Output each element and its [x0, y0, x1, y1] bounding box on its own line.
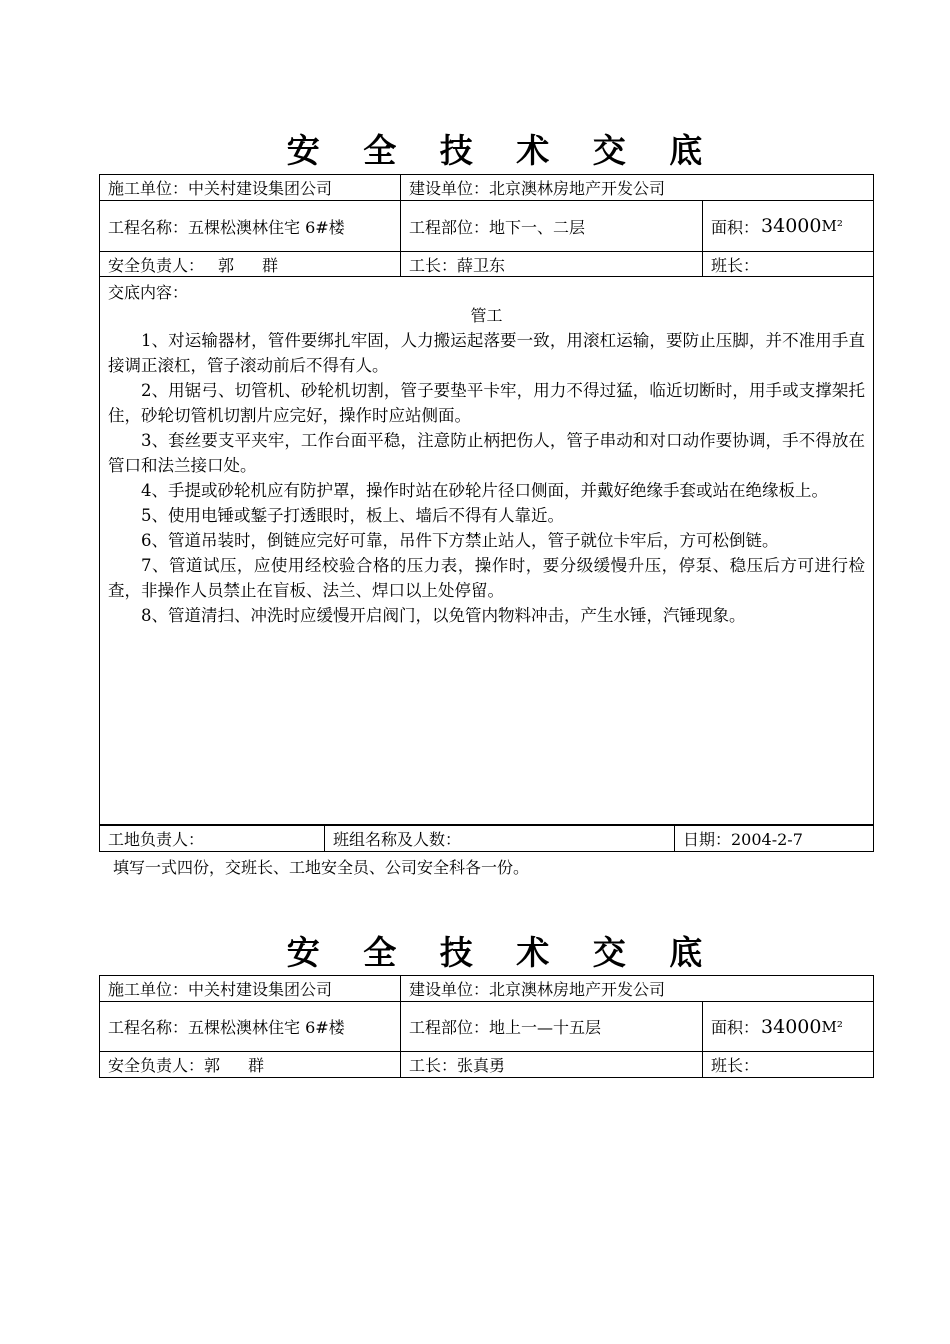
owner-unit: 建设单位：北京澳林房地产开发公司	[400, 175, 873, 200]
page-title-2: 安 全 技 术 交 底	[286, 933, 719, 972]
responsible-row	[100, 252, 873, 277]
team-leader: 班长：	[702, 1052, 873, 1077]
safety-head-name-2: 群	[262, 255, 279, 275]
foreman: 工长：张真勇	[400, 1052, 702, 1077]
safety-head-name-2: 群	[248, 1056, 265, 1075]
project-row	[100, 201, 873, 252]
team-leader: 班长：	[702, 252, 873, 276]
content-item: 2、用锯弓、切管机、砂轮机切割，管子要垫平卡牢，用力不得过猛，临近切断时，用手或支撑架托住，砂轮切管机切割片应完好，操作时应站侧面。	[108, 381, 865, 425]
project-name: 工程名称：五棵松澳林住宅 6#楼	[108, 1018, 345, 1037]
area-value: 34000	[761, 1015, 822, 1038]
area-label: 面积：	[711, 1018, 760, 1037]
safety-head	[100, 1052, 400, 1077]
owner-unit: 建设单位：北京澳林房地产开发公司	[400, 976, 873, 1001]
safety-head	[100, 252, 400, 276]
safety-head-name-1: 郭	[218, 255, 235, 275]
disclosure-form-2	[99, 975, 874, 1078]
content-heading: 管工	[470, 306, 503, 325]
content-item: 8、管道清扫、冲洗时应缓慢开启阀门，以免管内物料冲击，产生水锤，汽锤现象。	[141, 606, 746, 625]
units-row	[100, 175, 873, 201]
project-part: 工程部位：地下一、二层	[400, 201, 702, 251]
footer-row	[100, 825, 873, 851]
area-field	[702, 1002, 873, 1051]
responsible-row	[100, 1052, 873, 1077]
content-label: 交底内容：	[108, 283, 189, 302]
content-item: 3、套丝要支平夹牢，工作台面平稳，注意防止柄把伤人，管子串动和对口动作要协调，手不得放在管口和法兰接口处。	[108, 431, 865, 475]
area-value: 34000	[761, 215, 822, 237]
area-field	[702, 201, 873, 251]
date-field: 日期：2004-2-7	[674, 826, 873, 851]
project-row	[100, 1002, 873, 1052]
project-name: 工程名称：五棵松澳林住宅 6#楼	[108, 217, 345, 237]
copies-note: 填写一式四份，交班长、工地安全员、公司安全科各一份。	[113, 858, 530, 877]
area-label: 面积：	[711, 217, 760, 237]
content-item: 7、管道试压，应使用经校验合格的压力表，操作时，要分级缓慢升压，停泵、稳压后方可进行检查，非操作人员禁止在盲板、法兰、焊口以上处停留。	[108, 556, 865, 600]
page-title: 安 全 技 术 交 底	[286, 131, 719, 170]
content-item: 1、对运输器材，管件要绑扎牢固，人力搬运起落要一致，用滚杠运输，要防止压脚，并不准用手直接调正滚杠，管子滚动前后不得有人。	[108, 331, 865, 375]
disclosure-form-1	[99, 174, 874, 852]
safety-head-label: 安全负责人：	[108, 1056, 205, 1075]
safety-head-label: 安全负责人：	[108, 255, 205, 275]
construction-unit: 施工单位：中关村建设集团公司	[108, 179, 333, 198]
content-item: 6、管道吊装时，倒链应完好可靠，吊件下方禁止站人，管子就位卡牢后，方可松倒链。	[141, 531, 779, 550]
content-item: 5、使用电锤或錾子打透眼时，板上、墙后不得有人靠近。	[141, 506, 564, 525]
project-part: 工程部位：地上一—十五层	[400, 1002, 702, 1051]
foreman: 工长：薛卫东	[400, 252, 702, 276]
units-row	[100, 976, 873, 1002]
team-count: 班组名称及人数：	[324, 826, 674, 851]
area-unit: M²	[821, 1017, 843, 1036]
site-head: 工地负责人：	[108, 830, 205, 849]
construction-unit: 施工单位：中关村建设集团公司	[108, 980, 333, 999]
content-item: 4、手提或砂轮机应有防护罩，操作时站在砂轮片径口侧面，并戴好绝缘手套或站在绝缘板上。	[141, 481, 828, 500]
area-unit: M²	[821, 217, 843, 235]
content-section	[100, 277, 873, 825]
safety-head-name-1: 郭	[204, 1056, 221, 1075]
